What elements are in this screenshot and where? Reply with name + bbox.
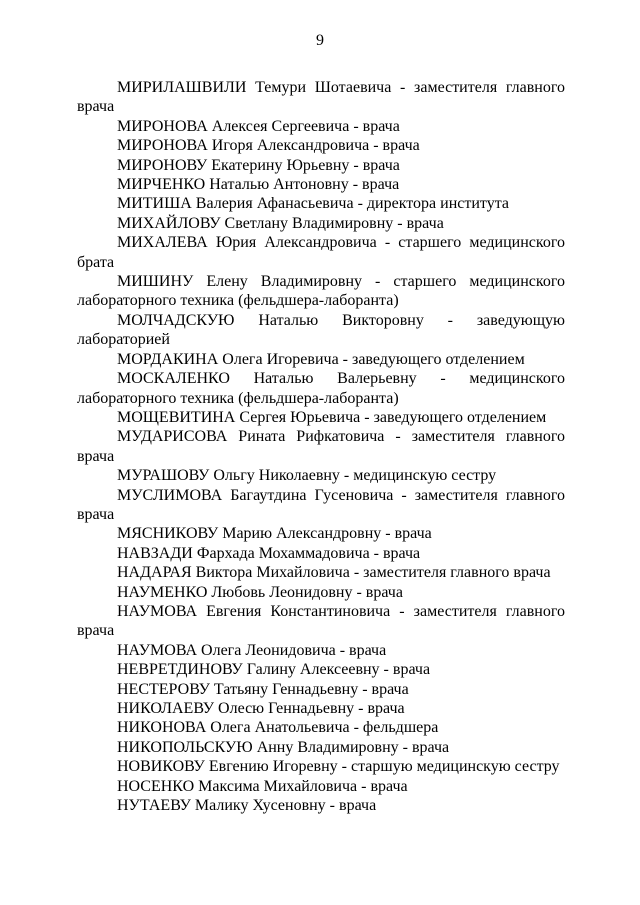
list-item: НАУМОВА Евгения Константиновича - заместителя главного врача xyxy=(77,602,565,640)
list-item: НИКОПОЛЬСКУЮ Анну Владимировну - врача xyxy=(117,738,450,756)
list-item: МОСКАЛЕНКО Наталью Валерьевну - медицинского лабораторного техника (фельдшера-лаборанта) xyxy=(77,370,565,407)
list-item: НОВИКОВУ Евгению Игоревну - старшую медицинскую сестру xyxy=(117,758,560,776)
list-item: МИРЧЕНКО Наталью Антоновну - врача xyxy=(117,176,400,194)
list-item: МИШИНУ Елену Владимировну - старшего медицинского лабораторного техника (фельдшера-лаборанта) xyxy=(77,273,565,310)
list-item: МИТИША Валерия Афанасьевича - директора института xyxy=(117,195,509,213)
list-item: МИРОНОВА Игоря Александровича - врача xyxy=(117,137,420,155)
list-item: НЕСТЕРОВУ Татьяну Геннадьевну - врача xyxy=(117,680,409,698)
list-item: НАДАРАЯ Виктора Михайловича - заместителя главного врача xyxy=(117,564,551,582)
list-item: МОЩЕВИТИНА Сергея Юрьевича - заведующего отделением xyxy=(117,408,547,426)
list-item: НЕВРЕТДИНОВУ Галину Алексеевну - врача xyxy=(117,661,431,679)
list-item: МОРДАКИНА Олега Игоревича - заведующего отделением xyxy=(117,350,525,368)
list-item: НУТАЕВУ Малику Хусеновну - врача xyxy=(117,797,377,815)
list-item: МУДАРИСОВА Рината Рифкатовича - заместителя главного врача xyxy=(77,428,565,465)
entries-list xyxy=(77,78,565,815)
list-item: МИРОНОВА Алексея Сергеевича - врача xyxy=(117,117,400,135)
list-item: МИРИЛАШВИЛИ Темури Шотаевича - заместителя главного врача xyxy=(77,79,565,116)
list-item: МИХАЙЛОВУ Светлану Владимировну - врача xyxy=(117,214,444,232)
list-item: НАУМЕНКО Любовь Леонидовну - врача xyxy=(117,583,403,601)
list-item: МЯСНИКОВУ Марию Александровну - врача xyxy=(117,525,432,543)
list-item: МИРОНОВУ Екатерину Юрьевну - врача xyxy=(117,156,400,174)
list-item: НОСЕНКО Максима Михайловича - врача xyxy=(117,777,408,795)
page-number: 9 xyxy=(316,32,324,49)
list-item: НАВЗАДИ Фархада Мохаммадовича - врача xyxy=(117,544,421,562)
list-item: НАУМОВА Олега Леонидовича - врача xyxy=(117,641,387,659)
list-item: МУСЛИМОВА Багаутдина Гусеновича - заместителя главного врача xyxy=(77,486,565,523)
list-item: НИКОЛАЕВУ Олесю Геннадьевну - врача xyxy=(117,700,405,717)
list-item: НИКОНОВА Олега Анатольевича - фельдшера xyxy=(117,719,439,737)
list-item: МОЛЧАДСКУЮ Наталью Викторовну - заведующую лабораторией xyxy=(77,311,565,349)
list-item: МУРАШОВУ Ольгу Николаевну - медицинскую сестру xyxy=(117,467,497,485)
list-item: МИХАЛЕВА Юрия Александровича - старшего медицинского брата xyxy=(77,234,565,271)
